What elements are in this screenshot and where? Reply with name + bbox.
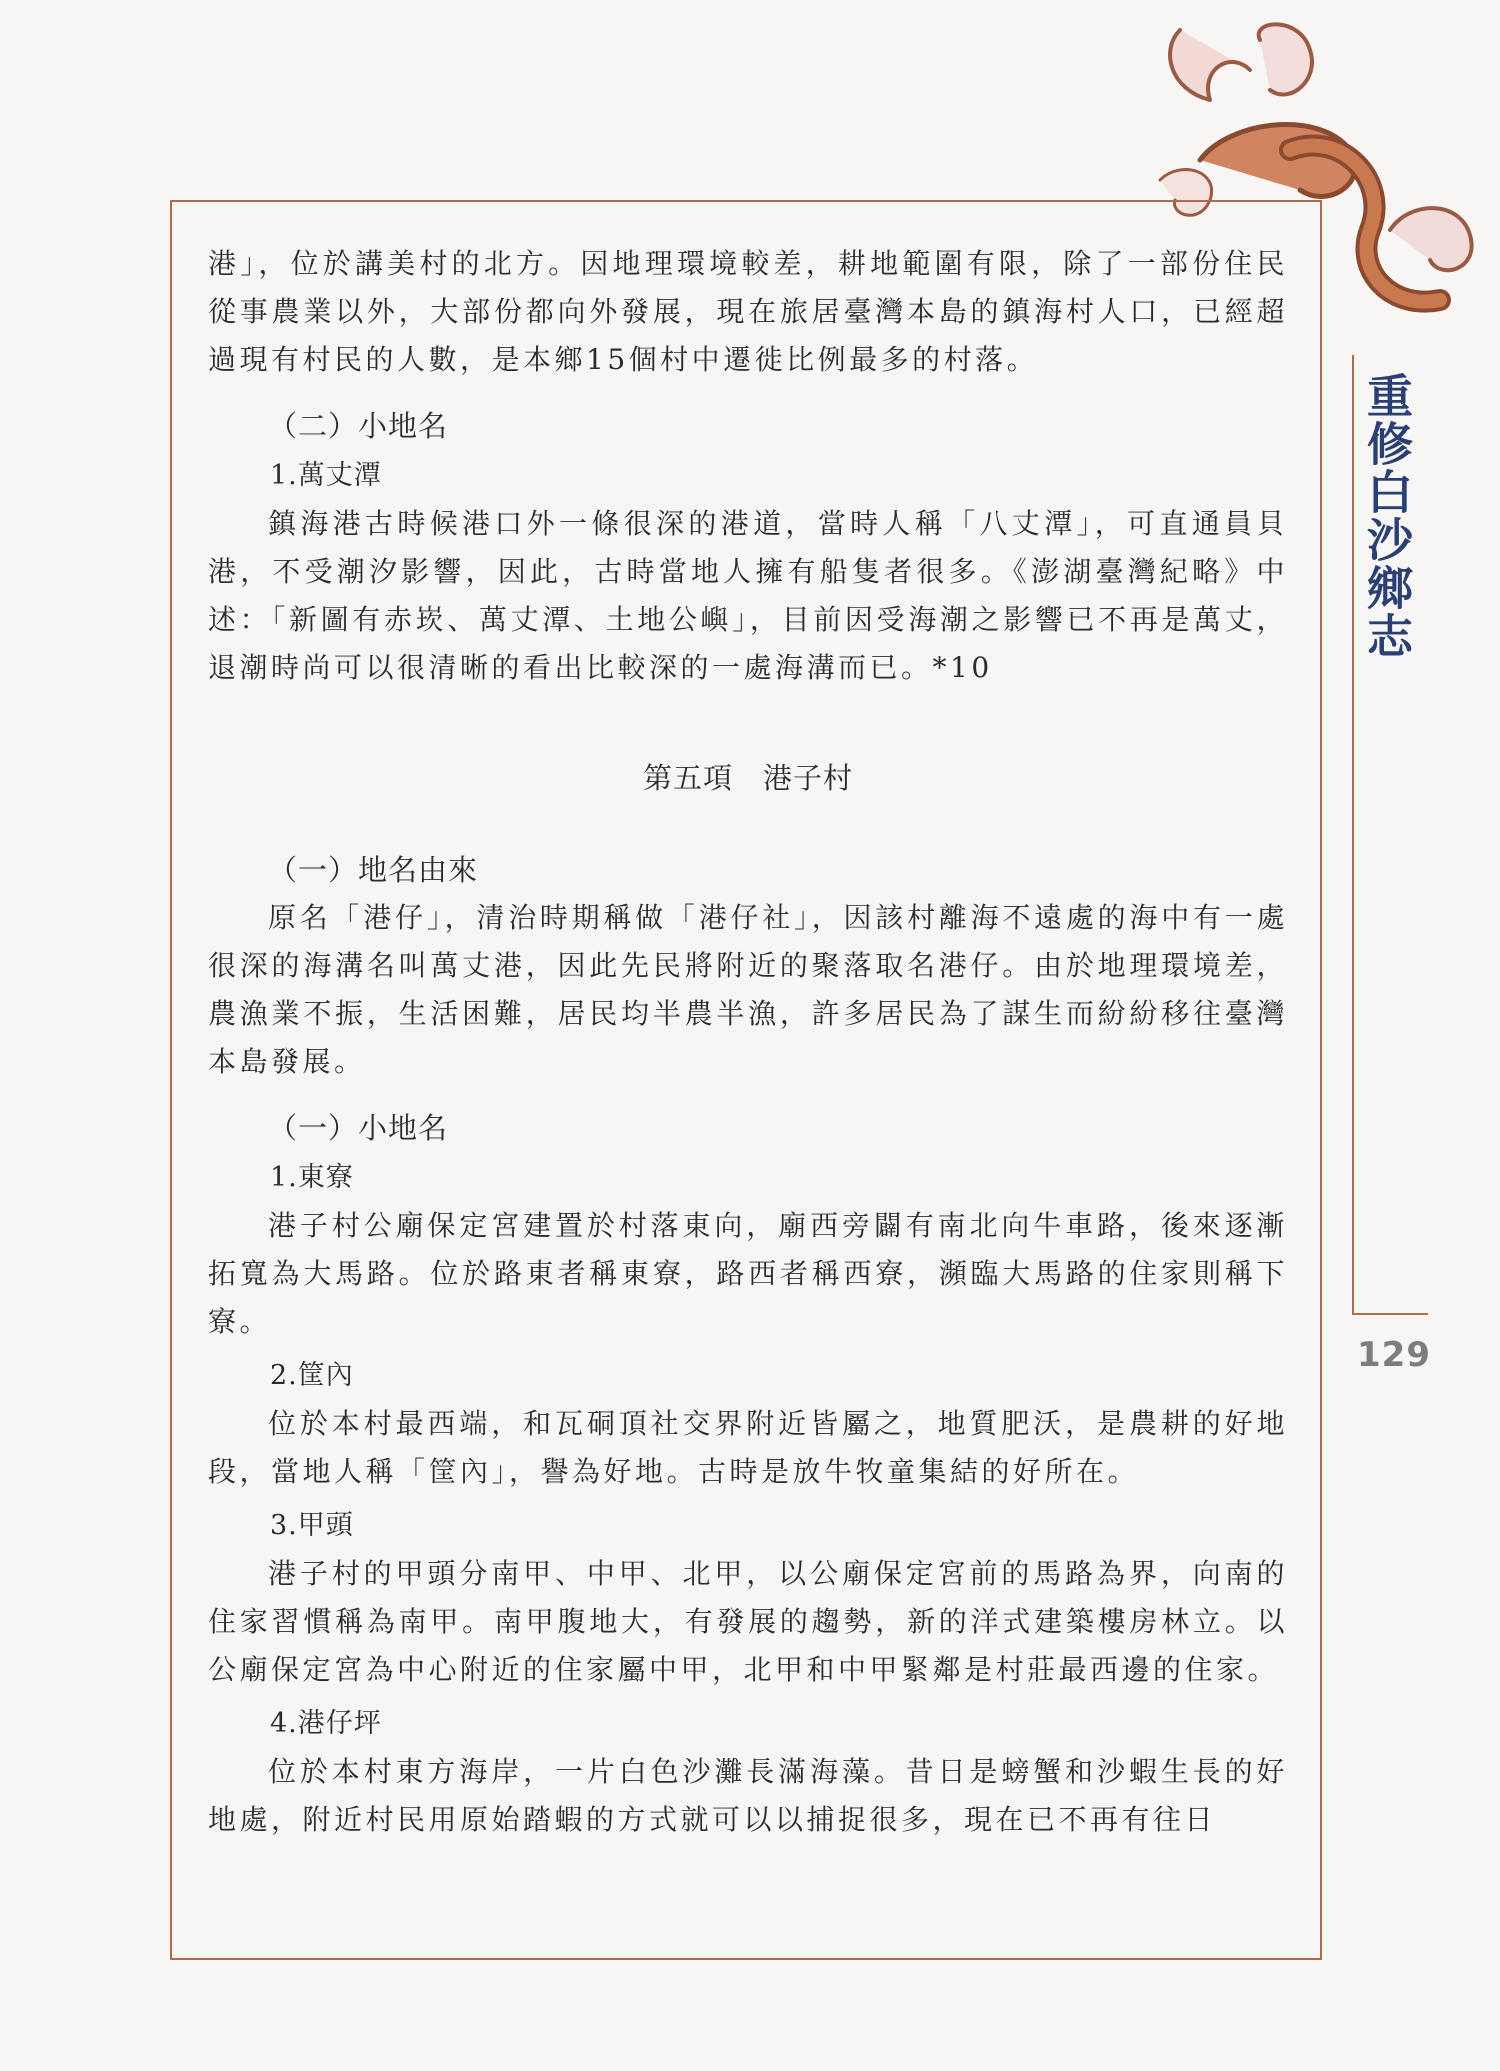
item-paragraph: 港子村的甲頭分南甲、中甲、北甲，以公廟保定宮前的馬路為界，向南的住家習慣稱為南甲。南甲腹地大，有發展的趨勢，新的洋式建築樓房林立。以公廟保定宮為中心附近的住家屬中甲，北甲和中甲緊鄰是村莊最西邊的住家。 [208, 1557, 1288, 1686]
item-paragraph: 港子村公廟保定宮建置於村落東向，廟西旁闢有南北向牛車路，後來逐漸拓寬為大馬路。位於路東者稱東寮，路西者稱西寮，瀕臨大馬路的住家則稱下寮。 [208, 1209, 1288, 1338]
item-paragraph: 位於本村東方海岸，一片白色沙灘長滿海藻。昔日是螃蟹和沙蝦生長的好地處，附近村民用原始踏蝦的方式就可以以捕捉很多，現在已不再有往日 [208, 1755, 1288, 1836]
main-content [208, 240, 1288, 1850]
item-heading: 1.萬丈潭 [270, 460, 382, 491]
subheading-small-names: （一）小地名 [268, 1111, 449, 1145]
section-title: 第五項 港子村 [642, 761, 853, 795]
subheading-origin: （一）地名由來 [268, 853, 479, 887]
subheading-small-names: （二）小地名 [268, 409, 449, 443]
item-heading: 1.東寮 [270, 1162, 354, 1193]
origin-paragraph: 原名「港仔」，清治時期稱做「港仔社」，因該村離海不遠處的海中有一處很深的海溝名叫萬丈港，因此先民將附近的聚落取名港仔。由於地理環境差，農漁業不振，生活困難，居民均半農半漁，許多居民為了謀生而紛紛移往臺灣本島發展。 [208, 901, 1288, 1078]
item-heading: 3.甲頭 [270, 1510, 354, 1541]
item-paragraph: 位於本村最西端，和瓦硐頂社交界附近皆屬之，地質肥沃，是農耕的好地段，當地人稱「筐內」，譽為好地。古時是放牛牧童集結的好所在。 [208, 1407, 1288, 1488]
item-heading: 4.港仔坪 [270, 1708, 382, 1739]
book-title: 重修白沙鄉志 [1360, 372, 1414, 660]
item-heading: 2.筐內 [270, 1360, 354, 1391]
page-number: 129 [1357, 1335, 1431, 1375]
item-paragraph: 鎮海港古時候港口外一條很深的港道，當時人稱「八丈潭」，可直通員貝港，不受潮汐影響，因此，古時當地人擁有船隻者很多。《澎湖臺灣紀略》中述：「新圖有赤崁、萬丈潭、土地公嶼」，目前因受海潮之影響已不再是萬丈，退潮時尚可以很清晰的看出比較深的一處海溝而已。*10 [208, 507, 1288, 684]
intro-paragraph: 港」，位於講美村的北方。因地理環境較差，耕地範圍有限，除了一部份住民從事農業以外，大部份都向外發展，現在旅居臺灣本島的鎮海村人口，已經超過現有村民的人數，是本鄉15個村中遷徙比例最多的村落。 [208, 247, 1288, 376]
